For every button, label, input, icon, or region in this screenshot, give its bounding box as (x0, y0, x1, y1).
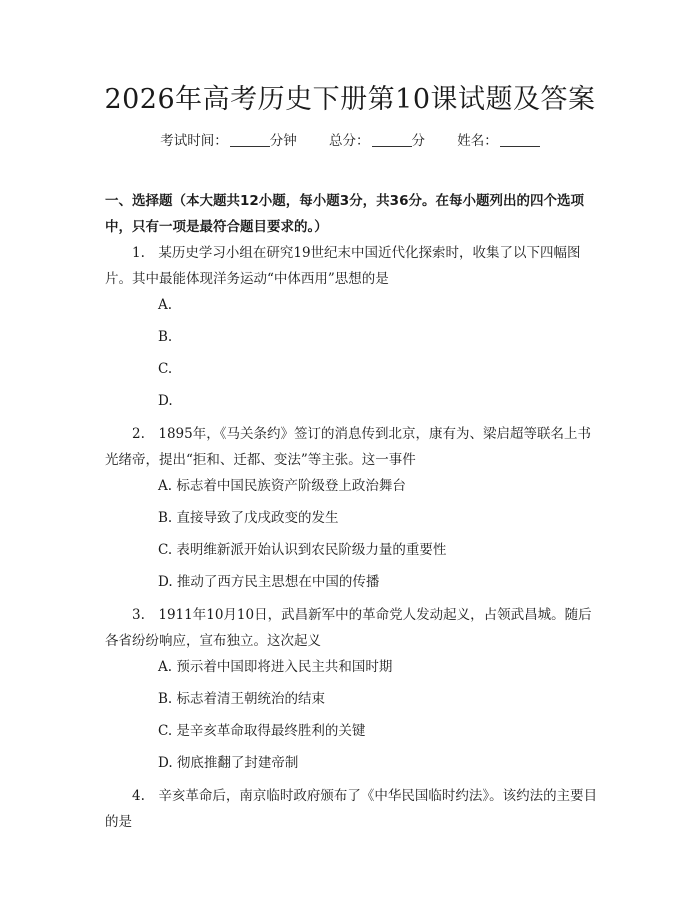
option: D. (158, 393, 173, 409)
option: C. 是辛亥革命取得最终胜利的关键 (158, 723, 366, 739)
exam-info-line (0, 130, 700, 152)
total-score-blank (372, 132, 412, 147)
total-score-unit: 分 (411, 133, 425, 149)
section-heading: 一、选择题（本大题共12小题，每小题3分，共36分。在每小题列出的四个选项中，只有一项是最符合题目要求的。） (105, 193, 584, 235)
option: A. 标志着中国民族资产阶级登上政治舞台 (158, 478, 406, 494)
page-title: 2026年高考历史下册第10课试题及答案 (104, 84, 596, 115)
option: B. 标志着清王朝统治的结束 (158, 691, 326, 707)
exam-time-field (160, 133, 301, 149)
exam-time-blank (230, 132, 270, 147)
question-stem: 4. 辛亥革命后，南京临时政府颁布了《中华民国临时约法》。该约法的主要目的是 (105, 788, 598, 830)
exam-time-unit: 分钟 (269, 133, 297, 149)
option: B. 直接导致了戊戌政变的发生 (158, 510, 339, 526)
option: D. 推动了西方民主思想在中国的传播 (158, 574, 380, 590)
question-stem: 2. 1895年，《马关条约》签订的消息传到北京，康有为、梁启超等联名上书光绪帝，提出“拒和、迁都、变法”等主张。这一事件 (105, 426, 591, 468)
name-label: 姓名： (457, 133, 498, 149)
option: A. 预示着中国即将进入民主共和国时期 (158, 659, 393, 675)
option: A. (158, 297, 173, 313)
question-stem: 1. 某历史学习小组在研究19世纪末中国近代化探索时，收集了以下四幅图片。其中最能体现洋务运动“中体西用”思想的是 (105, 245, 581, 287)
name-blank (500, 132, 540, 147)
option: C. (158, 361, 173, 377)
option: B. (158, 329, 173, 345)
option: C. 表明维新派开始认识到农民阶级力量的重要性 (158, 542, 447, 558)
option: D. 彻底推翻了封建帝制 (158, 755, 299, 771)
exam-time-label: 考试时间： (160, 133, 228, 149)
total-score-label: 总分： (329, 133, 370, 149)
question-stem: 3. 1911年10月10日，武昌新军中的革命党人发动起义，占领武昌城。随后各省纷纷响应，宣布独立。这次起义 (105, 607, 592, 649)
total-score-field (329, 133, 429, 149)
name-field (457, 133, 540, 149)
